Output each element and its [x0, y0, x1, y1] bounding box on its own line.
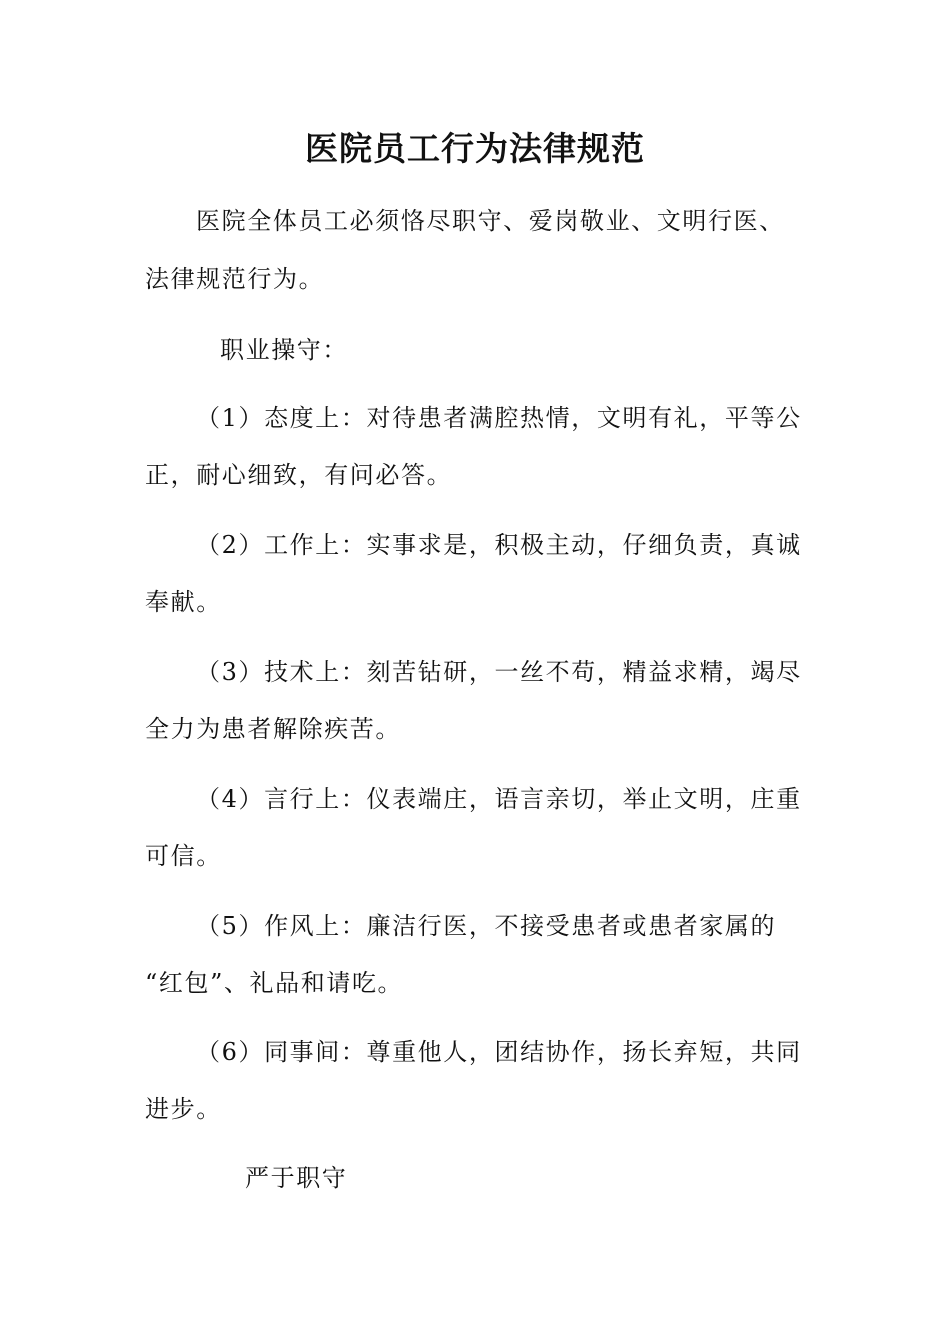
item-4-line-2: 可信。: [145, 842, 222, 870]
item-6-line-1: （6）同事间：尊重他人，团结协作，扬长弃短，共同: [196, 1038, 802, 1066]
item-3-line-2: 全力为患者解除疾苦。: [145, 715, 401, 743]
section-heading-professional-ethics: 职业操守：: [220, 336, 348, 364]
intro-line-2: 法律规范行为。: [145, 265, 325, 293]
item-1-line-1: （1）态度上：对待患者满腔热情，文明有礼，平等公: [196, 404, 802, 432]
section-heading-strict-duty: 严于职守: [245, 1164, 348, 1192]
item-2-line-1: （2）工作上：实事求是，积极主动，仔细负责，真诚: [196, 531, 802, 559]
item-4-line-1: （4）言行上：仪表端庄，语言亲切，举止文明，庄重: [196, 785, 802, 813]
item-2-line-2: 奉献。: [145, 588, 222, 616]
document-title: 医院员工行为法律规范: [305, 129, 645, 168]
item-3-line-1: （3）技术上：刻苦钻研，一丝不苟，精益求精，竭尽: [196, 658, 802, 686]
item-5-line-1: （5）作风上：廉洁行医，不接受患者或患者家属的: [196, 912, 777, 940]
item-5-line-2: “红包”、礼品和请吃。: [145, 969, 404, 997]
item-6-line-2: 进步。: [145, 1095, 222, 1123]
item-1-line-2: 正，耐心细致，有问必答。: [145, 461, 453, 489]
intro-line-1: 医院全体员工必须恪尽职守、爱岗敬业、文明行医、: [196, 207, 785, 235]
